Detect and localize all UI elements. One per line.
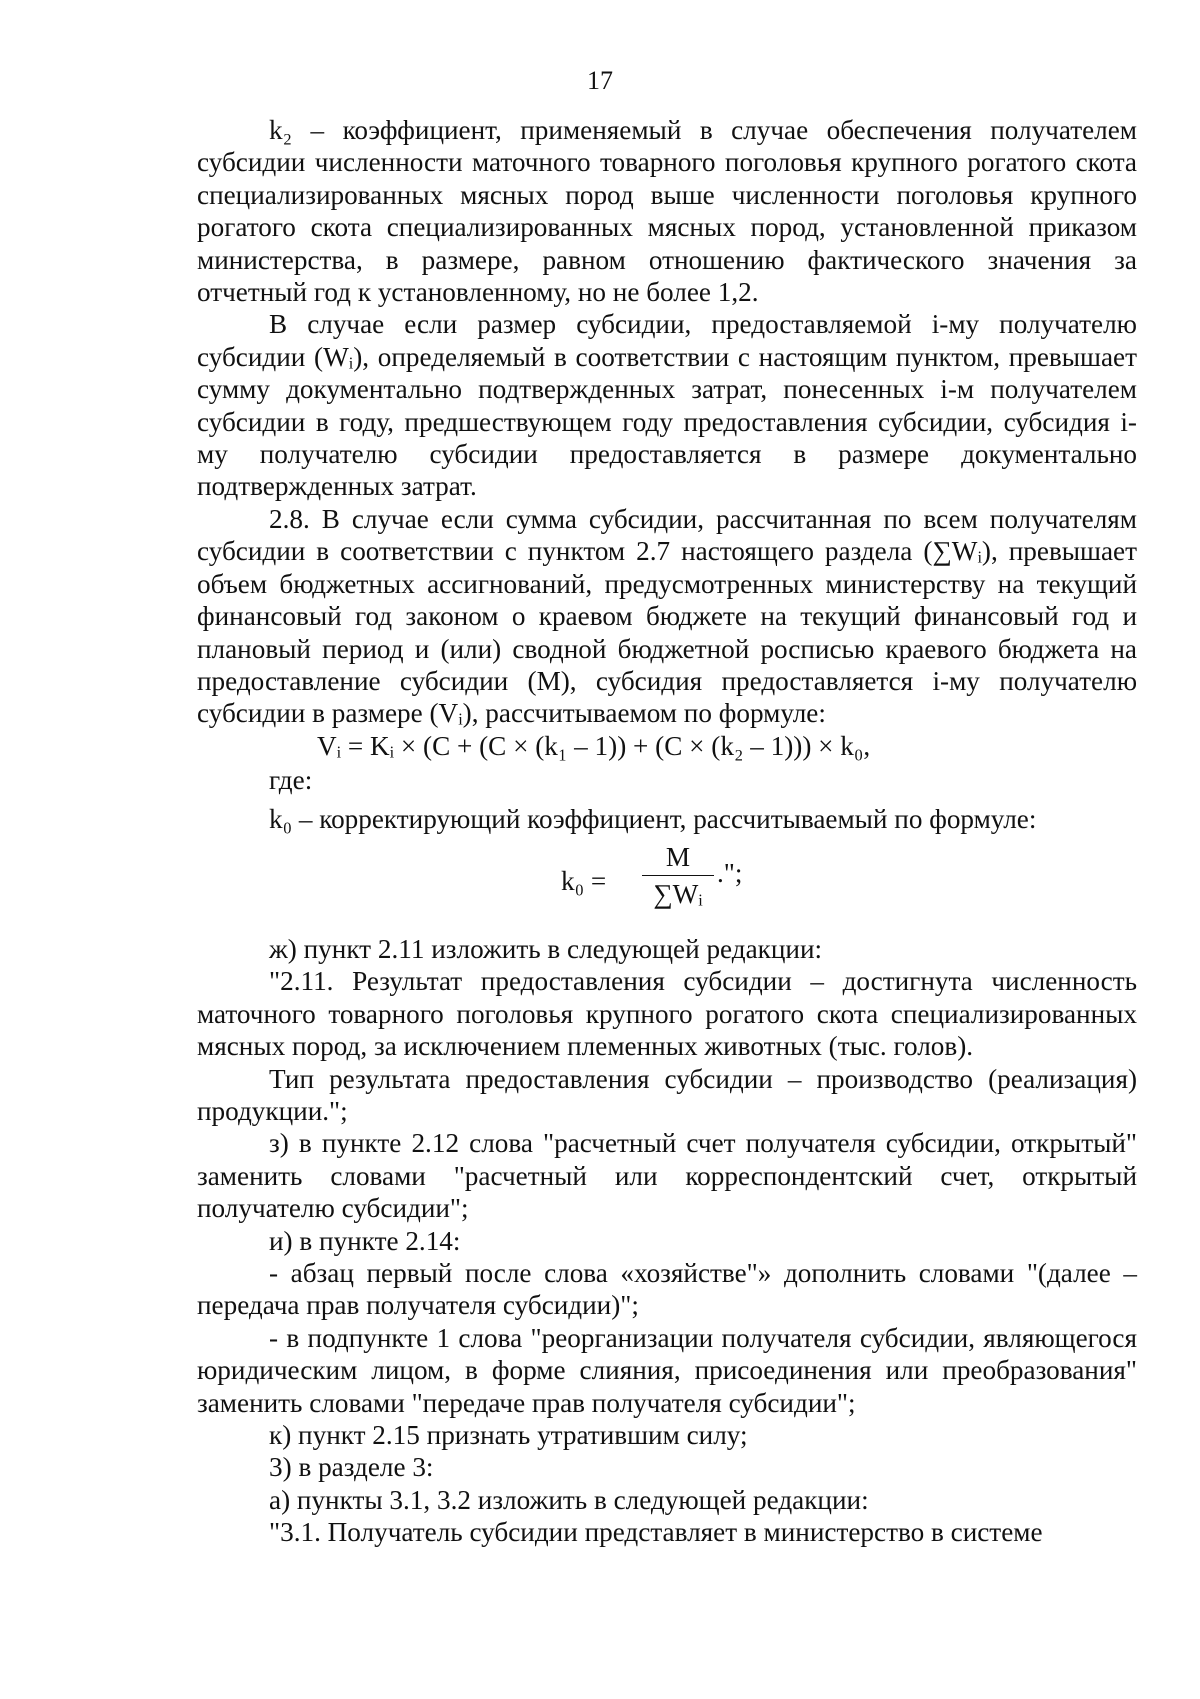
- fraction-bar: [642, 875, 714, 876]
- formula-k0-fraction: [642, 841, 714, 910]
- formula-k0-lhs: k₀ =: [561, 865, 607, 896]
- page-number: 17: [587, 66, 613, 95]
- paragraph-subitem-1: - в подпункте 1 слова "реорганизации получателя субсидии, являющегося юридическим лицом, в форме слияния, присоединения или преобразования" заменить словами "передаче прав получателя субсидии";: [197, 1322, 1137, 1418]
- where-label: где:: [269, 765, 313, 796]
- paragraph-k2-definition: k₂ – коэффициент, применяемый в случае обеспечения получателем субсидии численности маточного товарного поголовья крупного рогатого скота специализированных мясных пород выше численности поголовья крупного рогатого скота специализированных мясных пород, установленной приказом министерства, в размере, равном отношению фактического значения за отчетный год к установленному, но не более 1,2.: [197, 115, 1137, 308]
- paragraph-result-type: Тип результата предоставления субсидии – производство (реализация) продукции.";: [197, 1063, 1137, 1126]
- formula-vi-line: [197, 730, 1137, 762]
- formula-k0-numerator: M: [665, 841, 691, 872]
- paragraph-item-a: а) пункты 3.1, 3.2 изложить в следующей редакции:: [269, 1484, 869, 1515]
- document-body: [197, 114, 1137, 1549]
- formula-vi: Vᵢ = Kᵢ × (C + (C × (k₁ – 1)) + (C × (k₂ – 1))) × k₀,: [317, 730, 871, 761]
- paragraph-subsidy-limit: В случае если размер субсидии, предоставляемой i-му получателю субсидии (Wᵢ), определяемый в соответствии с настоящим пунктом, превышает сумму документально подтвержденных затрат, понесенных i-м получателем субсидии в году, предшествующем году предоставления субсидии, субсидия i-му получателю субсидии предоставляется в размере документально подтвержденных затрат.: [197, 309, 1137, 502]
- formula-k0: [197, 841, 1137, 927]
- paragraph-k0-definition: k₀ – корректирующий коэффициент, рассчитываемый по формуле:: [269, 803, 1037, 834]
- paragraph-item-k: к) пункт 2.15 признать утратившим силу;: [269, 1420, 748, 1451]
- formula-k0-tail: .";: [717, 857, 743, 888]
- paragraph-section-3: 3) в разделе 3:: [269, 1452, 434, 1483]
- paragraph-2-8: 2.8. В случае если сумма субсидии, рассчитанная по всем получателям субсидии в соответствии с пунктом 2.7 настоящего раздела (∑Wᵢ), превышает объем бюджетных ассигнований, предусмотренных министерству на текущий финансовый год законом о краевом бюджете на текущий финансовый год и плановый период и (или) сводной бюджетной росписью краевого бюджета на предоставление субсидии (М), субсидия предоставляется i-му получателю субсидии в размере (Vᵢ), рассчитываемом по формуле:: [197, 503, 1137, 729]
- paragraph-2-11-result: "2.11. Результат предоставления субсидии – достигнута численность маточного товарного поголовья крупного рогатого скота специализированных мясных пород, за исключением племенных животных (тыс. голов).: [197, 966, 1137, 1062]
- paragraph-first-abzac: - абзац первый после слова «хозяйстве"» дополнить словами "(далее – передача прав получателя субсидии)";: [197, 1258, 1137, 1321]
- paragraph-item-i: и) в пункте 2.14:: [269, 1225, 461, 1256]
- paragraph-item-z: з) в пункте 2.12 слова "расчетный счет получателя субсидии, открытый" заменить словами "расчетный или корреспондентский счет, открытый получателю субсидии";: [197, 1128, 1137, 1224]
- paragraph-3-1: "3.1. Получатель субсидии представляет в министерство в системе: [269, 1517, 1043, 1548]
- paragraph-item-zh: ж) пункт 2.11 изложить в следующей редакции:: [269, 933, 823, 964]
- formula-k0-denominator: ∑Wᵢ: [653, 878, 703, 909]
